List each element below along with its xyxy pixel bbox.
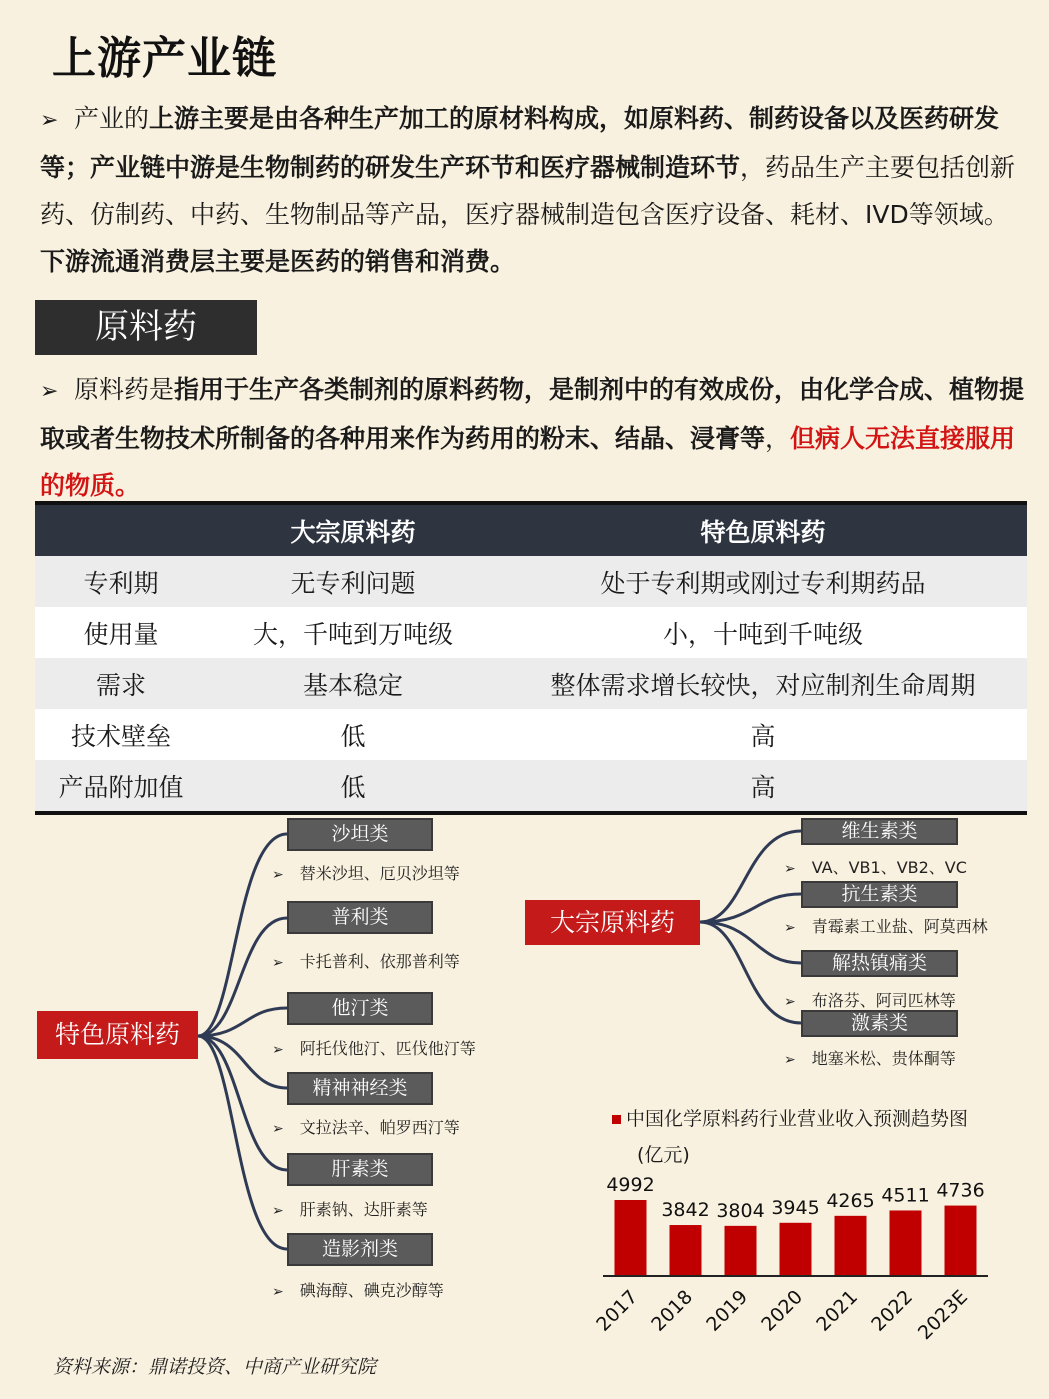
arrow-bullet-icon: ➢ <box>272 1203 284 1219</box>
chart-data-label: 4265 <box>826 1189 875 1212</box>
arrow-bullet-icon: ➢ <box>272 1042 284 1058</box>
page-title: 上游产业链 <box>52 33 277 84</box>
chart-tick-label: 2019 <box>702 1285 753 1336</box>
chart-bar <box>725 1226 757 1276</box>
chart-data-label: 3842 <box>661 1199 710 1222</box>
chart-title-text: 中国化学原料药行业营业收入预测趋势图 <box>626 1108 969 1130</box>
chart-bar <box>670 1225 702 1276</box>
section-heading: 原料药 <box>35 300 257 355</box>
arrow-bullet-icon: ➢ <box>272 867 284 883</box>
table-cell: 需求 <box>35 658 207 709</box>
source-note: 资料来源：鼎诺投资、中商产业研究院 <box>53 1356 377 1378</box>
chart-data-label: 3945 <box>771 1196 820 1219</box>
chart-tick-label: 2020 <box>757 1285 808 1336</box>
chart-data-label: 4992 <box>606 1174 655 1196</box>
examples-text: 卡托普利、依那普利等 <box>299 952 460 971</box>
api-red-text: 但病人无法直接服用的物质。 <box>40 424 1016 500</box>
examples-text: 地塞米松、贵体酮等 <box>811 1049 956 1068</box>
table-cell: 技术壁垒 <box>35 709 207 760</box>
arrow-bullet-icon: ➢ <box>784 994 796 1010</box>
table-cell: 专利期 <box>35 556 207 607</box>
category-box: 抗生素类 <box>801 881 958 908</box>
table-cell: 整体需求增长较快，对应制剂生命周期 <box>499 658 1027 709</box>
examples-text: 青霉素工业盐、阿莫西林 <box>811 917 988 936</box>
examples-text: VA、VB1、VB2、VC <box>811 858 967 877</box>
category-box: 激素类 <box>801 1010 958 1037</box>
chart-bar <box>835 1216 867 1276</box>
chart-unit: (亿元) <box>637 1144 690 1166</box>
arrow-bullet-icon: ➢ <box>784 920 796 936</box>
category-box: 普利类 <box>287 901 433 934</box>
specialty-api-label: 特色原料药 <box>37 1011 198 1059</box>
examples-text: 碘海醇、碘克沙醇等 <box>299 1281 444 1300</box>
table-header-cell: 特色原料药 <box>499 503 1027 556</box>
category-box: 沙坦类 <box>287 818 433 851</box>
api-text-1: 原料药是 <box>74 375 175 404</box>
table-cell: 产品附加值 <box>35 760 207 813</box>
table-cell: 低 <box>207 760 499 813</box>
arrow-bullet-icon: ➢ <box>40 379 59 404</box>
api-text-2: ， <box>765 424 791 453</box>
chart-tick-label: 2017 <box>592 1285 643 1336</box>
chart-bar <box>945 1206 977 1276</box>
chart-tick-label: 2018 <box>647 1285 698 1336</box>
chart-tick-label: 2023E <box>913 1285 973 1345</box>
arrow-bullet-icon: ➢ <box>272 1121 284 1137</box>
table-cell: 低 <box>207 709 499 760</box>
api-bold-1: 指用于生产各类制剂的原料药物，是制剂中的有效成份，由化学合成、植物提取或者生物技术所制备的各种用来作为药用的粉末、结晶、浸膏等 <box>40 375 1025 453</box>
category-box: 造影剂类 <box>287 1233 433 1266</box>
examples-text: 文拉法辛、帕罗西汀等 <box>299 1118 460 1137</box>
table-header-cell: 大宗原料药 <box>207 503 499 556</box>
examples-text: 替米沙坦、厄贝沙坦等 <box>299 864 460 883</box>
intro-text-2: ，药品生产主要包括创新药、仿制药、中药、生物制品等产品，医疗器械制造包含医疗设备、耗材、IVD等领域。 <box>40 153 1016 229</box>
examples-text: 肝素钠、达肝素等 <box>299 1200 428 1219</box>
category-box: 解热镇痛类 <box>801 950 958 977</box>
table-cell: 基本稳定 <box>207 658 499 709</box>
chart-data-label: 4511 <box>881 1184 930 1207</box>
bulk-api-label: 大宗原料药 <box>525 900 700 945</box>
examples-text: 布洛芬、阿司匹林等 <box>811 991 956 1010</box>
intro-bold-1: 上游主要是由各种生产加工的原材料构成，如原料药、制药设备以及医药研发等；产业链中游是生物制药的研发生产环节和医疗器械制造环节 <box>40 104 1000 182</box>
table-cell: 无专利问题 <box>207 556 499 607</box>
category-box: 他汀类 <box>287 992 433 1025</box>
intro-text-1: 产业的 <box>74 104 150 133</box>
arrow-bullet-icon: ➢ <box>784 1052 796 1068</box>
arrow-bullet-icon: ➢ <box>784 861 796 877</box>
category-box: 肝素类 <box>287 1153 433 1186</box>
chart-data-label: 4736 <box>936 1179 985 1202</box>
category-box: 维生素类 <box>801 818 958 845</box>
chart-tick-label: 2021 <box>812 1285 863 1336</box>
intro-bold-2: 下游流通消费层主要是医药的销售和消费。 <box>40 247 516 276</box>
table-cell: 小，十吨到千吨级 <box>499 607 1027 658</box>
table-cell: 处于专利期或刚过专利期药品 <box>499 556 1027 607</box>
table-cell: 大，千吨到万吨级 <box>207 607 499 658</box>
arrow-bullet-icon: ➢ <box>40 108 59 133</box>
table-cell: 使用量 <box>35 607 207 658</box>
examples-text: 阿托伐他汀、匹伐他汀等 <box>299 1039 476 1058</box>
chart-tick-label: 2022 <box>867 1285 918 1336</box>
table-cell: 高 <box>499 760 1027 813</box>
chart-bar <box>890 1210 922 1276</box>
table-cell: 高 <box>499 709 1027 760</box>
chart-bar <box>780 1223 812 1276</box>
arrow-bullet-icon: ➢ <box>272 955 284 971</box>
arrow-bullet-icon: ➢ <box>272 1284 284 1300</box>
category-box: 精神神经类 <box>287 1072 433 1105</box>
chart-data-label: 3804 <box>716 1199 765 1222</box>
chart-bar <box>615 1200 647 1276</box>
